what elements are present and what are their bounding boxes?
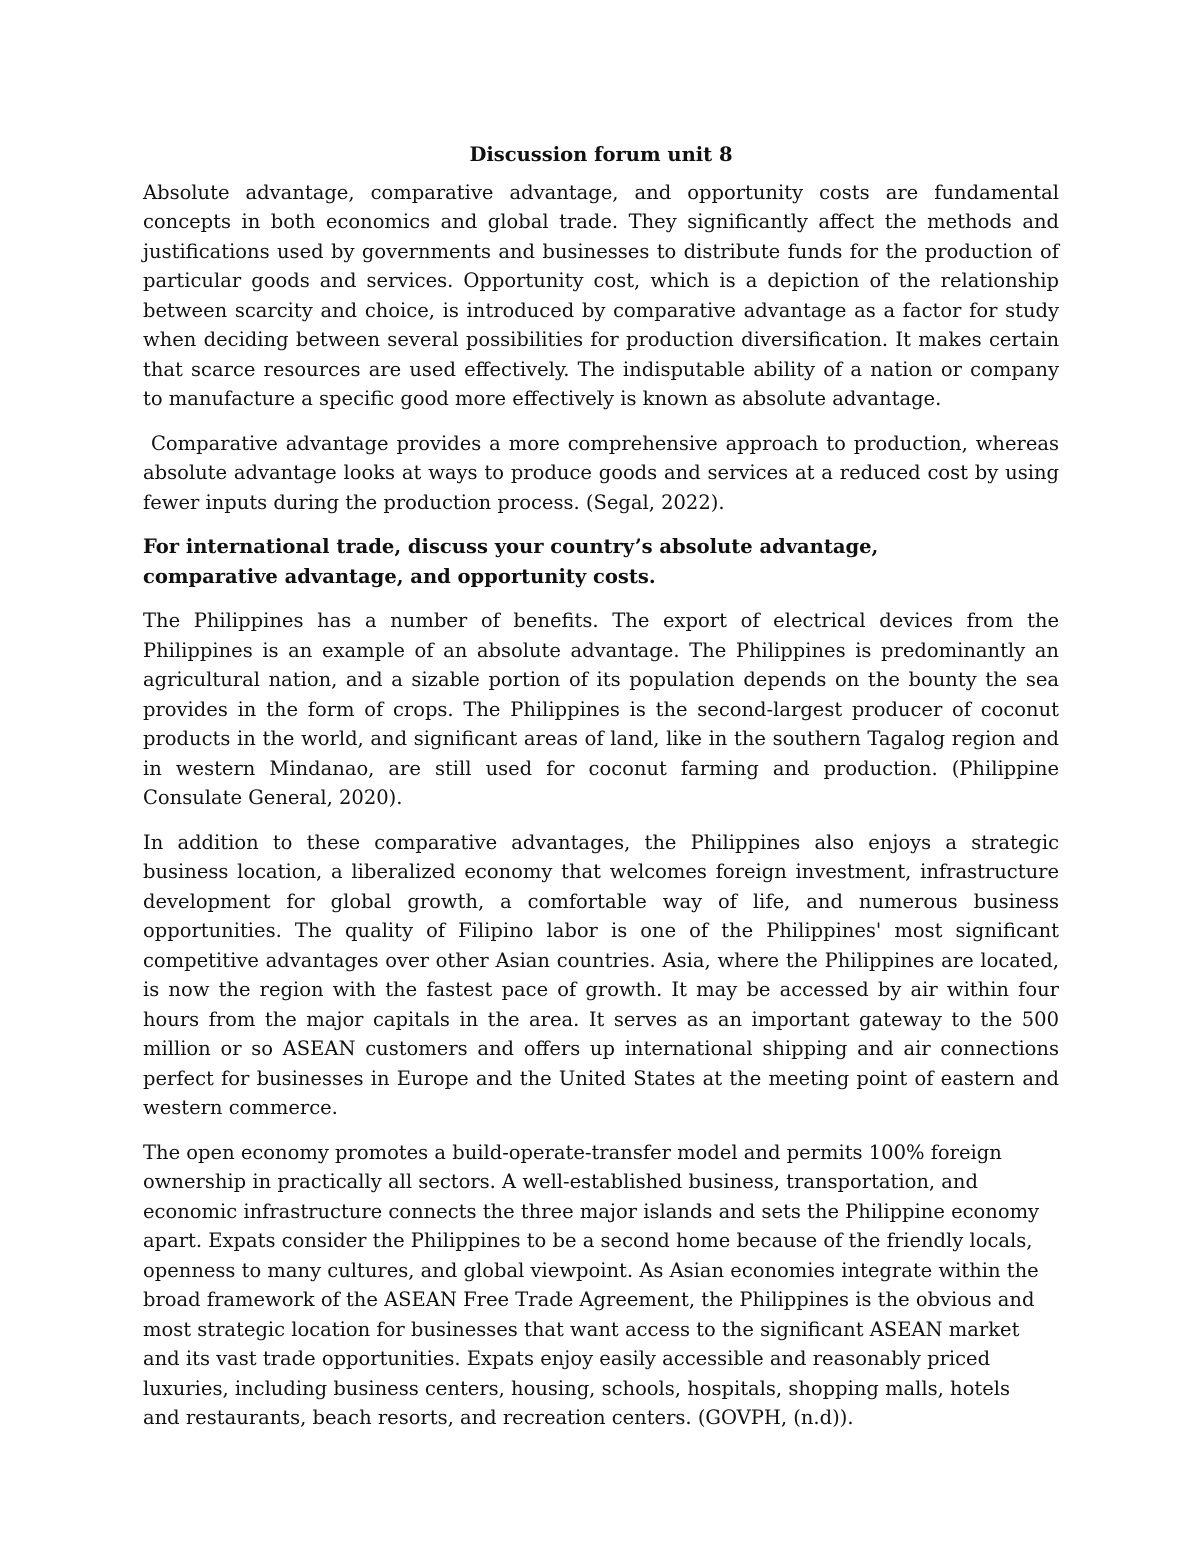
answer-paragraph-absolute: The Philippines has a number of benefits. The export of electrical devices from the Philippines is an example of an absolute advantage. The Philippines is predominantly an agricultural nation, and a sizable portion of its population depends on the bounty the sea provides in the form of crops. The Philippines is the second-largest producer of coconut products in the world, and significant areas of land, like in the southern Tagalog region and in western Mindanao, are still used for coconut farming and production. (Philippine Consulate General, 2020). [143,609,1059,809]
document-title: Discussion forum unit 8 [469,143,733,166]
document-page [143,140,1059,1448]
discussion-question: For international trade, discuss your country’s absolute advantage, comparative advantage, and opportunity costs. [143,535,879,588]
answer-paragraph-open-economy: The open economy promotes a build-operate-transfer model and permits 100% foreign ownership in practically all sectors. A well-established business, transportation, and economic infrastructure connects the three major islands and sets the Philippine economy apart. Expats consider the Philippines to be a second home because of the friendly locals, openness to many cultures, and global viewpoint. As Asian economies integrate within the broad framework of the ASEAN Free Trade Agreement, the Philippines is the obvious and most strategic location for businesses that want access to the significant ASEAN market and its vast trade opportunities. Expats enjoy easily accessible and reasonably priced luxuries, including business centers, housing, schools, hospitals, shopping malls, hotels and restaurants, beach resorts, and recreation centers. (GOVPH, (n.d)). [143,1140,1040,1429]
comparative-paragraph: Comparative advantage provides a more comprehensive approach to production, whereas absolute advantage looks at ways to produce goods and services at a reduced cost by using fewer inputs during the production process. (Segal, 2022). [143,431,1059,514]
answer-paragraph-comparative: In addition to these comparative advantages, the Philippines also enjoys a strategic business location, a liberalized economy that welcomes foreign investment, infrastructure development for global growth, a comfortable way of life, and numerous business opportunities. The quality of Filipino labor is one of the Philippines' most significant competitive advantages over other Asian countries. Asia, where the Philippines are located, is now the region with the fastest pace of growth. It may be accessed by air within four hours from the major capitals in the area. It serves as an important gateway to the 500 million or so ASEAN customers and offers up international shipping and air connections perfect for businesses in Europe and the United States at the meeting point of eastern and western commerce. [143,830,1059,1119]
intro-paragraph: Absolute advantage, comparative advantage, and opportunity costs are fundamental concepts in both economics and global trade. They significantly affect the methods and justifications used by governments and businesses to distribute funds for the production of particular goods and services. Opportunity cost, which is a depiction of the relationship between scarcity and choice, is introduced by comparative advantage as a factor for study when deciding between several possibilities for production diversification. It makes certain that scarce resources are used effectively. The indisputable ability of a nation or company to manufacture a specific good more effectively is known as absolute advantage. [143,180,1059,410]
